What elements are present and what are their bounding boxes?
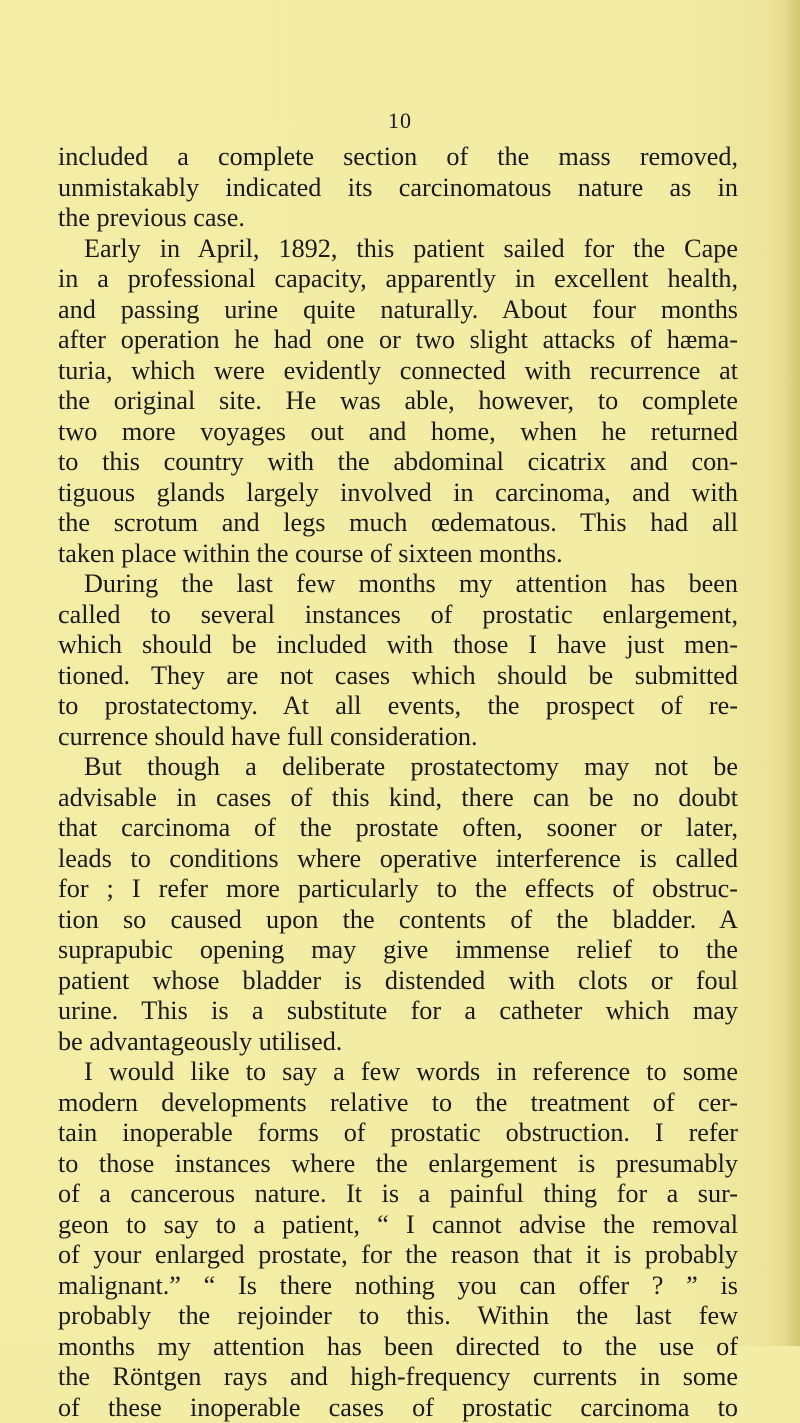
text-line: But though a deliberate prostatectomy may not be	[58, 752, 738, 783]
page-edge-shadow	[786, 0, 800, 1346]
text-line: probably the rejoinder to this. Within the last few	[58, 1301, 738, 1332]
text-line: During the last few months my attention has been	[58, 569, 738, 600]
text-line: that carcinoma of the prostate often, sooner or later,	[58, 813, 738, 844]
text-line: modern developments relative to the treatment of cer-	[58, 1088, 738, 1119]
text-line: patient whose bladder is distended with clots or foul	[58, 966, 738, 997]
text-line: tion so caused upon the contents of the bladder. A	[58, 905, 738, 936]
text-line: the original site. He was able, however, to complete	[58, 386, 738, 417]
text-line: taken place within the course of sixteen months.	[58, 539, 738, 570]
text-line: unmistakably indicated its carcinomatous nature as in	[58, 173, 738, 204]
text-line: the Röntgen rays and high-frequency currents in some	[58, 1362, 738, 1393]
text-line: I would like to say a few words in reference to some	[58, 1057, 738, 1088]
page-number: 10	[0, 108, 800, 134]
text-line: of a cancerous nature. It is a painful thing for a sur-	[58, 1179, 738, 1210]
text-line: which should be included with those I have just men-	[58, 630, 738, 661]
body-text	[58, 142, 738, 1423]
text-line: malignant.” “ Is there nothing you can offer ? ” is	[58, 1271, 738, 1302]
text-line: to this country with the abdominal cicatrix and con-	[58, 447, 738, 478]
text-line: and passing urine quite naturally. About four months	[58, 295, 738, 326]
text-line: leads to conditions where operative interference is called	[58, 844, 738, 875]
text-line: in a professional capacity, apparently in excellent health,	[58, 264, 738, 295]
text-line: advisable in cases of this kind, there can be no doubt	[58, 783, 738, 814]
text-line: to those instances where the enlargement is presumably	[58, 1149, 738, 1180]
text-line: tain inoperable forms of prostatic obstruction. I refer	[58, 1118, 738, 1149]
text-line: the previous case.	[58, 203, 738, 234]
text-line: be advantageously utilised.	[58, 1027, 738, 1058]
text-line: the scrotum and legs much œdematous. This had all	[58, 508, 738, 539]
text-line: suprapubic opening may give immense relief to the	[58, 935, 738, 966]
text-line: of these inoperable cases of prostatic carcinoma to	[58, 1393, 738, 1423]
text-line: of your enlarged prostate, for the reason that it is probably	[58, 1240, 738, 1271]
text-line: geon to say to a patient, “ I cannot advise the removal	[58, 1210, 738, 1241]
text-line: to prostatectomy. At all events, the prospect of re-	[58, 691, 738, 722]
text-line: for ; I refer more particularly to the effects of obstruc-	[58, 874, 738, 905]
text-line: urine. This is a substitute for a catheter which may	[58, 996, 738, 1027]
text-line: currence should have full consideration.	[58, 722, 738, 753]
text-line: months my attention has been directed to the use of	[58, 1332, 738, 1363]
text-line: called to several instances of prostatic enlargement,	[58, 600, 738, 631]
text-line: included a complete section of the mass removed,	[58, 142, 738, 173]
text-line: after operation he had one or two slight attacks of hæma-	[58, 325, 738, 356]
text-line: Early in April, 1892, this patient sailed for the Cape	[58, 234, 738, 265]
text-line: two more voyages out and home, when he returned	[58, 417, 738, 448]
text-line: turia, which were evidently connected with recurrence at	[58, 356, 738, 387]
text-line: tiguous glands largely involved in carcinoma, and with	[58, 478, 738, 509]
text-line: tioned. They are not cases which should be submitted	[58, 661, 738, 692]
